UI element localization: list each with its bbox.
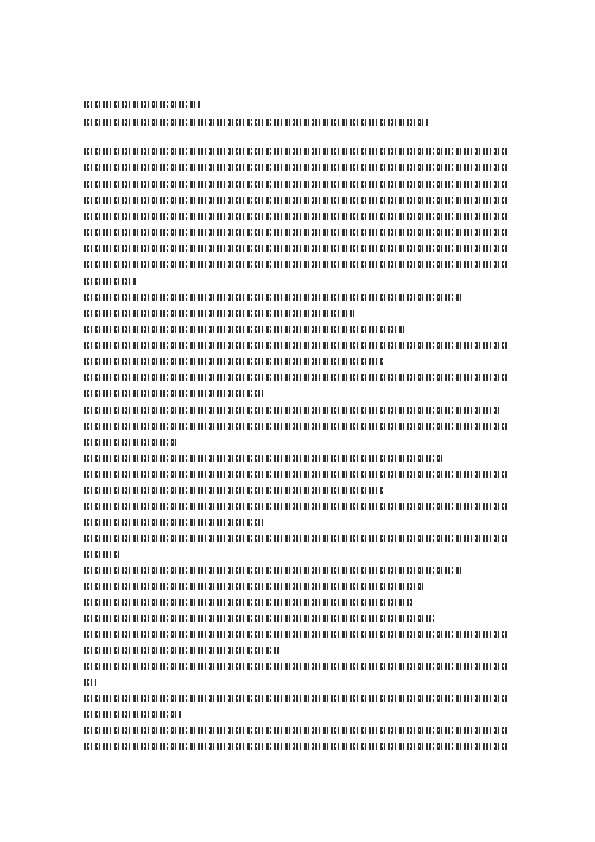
body-line [84,519,264,526]
body-line [84,213,509,220]
body-line [84,711,182,718]
body-line [84,310,354,317]
body-line [84,229,509,236]
body-line [84,439,179,446]
body-line [84,455,444,462]
body-line [84,261,509,268]
body-line [84,326,404,333]
body-line [84,245,509,252]
body-line [84,423,509,430]
body-line [84,358,384,365]
body-line [84,503,509,510]
body-line [84,197,509,204]
body-line [84,374,509,381]
body-line [84,727,509,734]
body-line [84,663,509,670]
header-line-2 [84,119,429,126]
body-line [84,278,136,285]
body-line [84,583,424,590]
body-line [84,487,384,494]
document-note [0,0,1,1]
body-line [84,599,414,606]
body-line [84,647,279,654]
body-line [84,743,509,750]
body-line [84,342,509,349]
body-line [84,181,509,188]
body-line [84,631,509,638]
body-line [84,148,509,155]
header-line-1 [84,101,200,108]
body-line [84,615,434,622]
body-line [84,535,509,542]
body-line [84,294,464,301]
body-line [84,679,96,686]
body-line [84,695,509,702]
body-line [84,551,119,558]
body-line [84,390,264,397]
body-line [84,407,499,414]
body-line [84,471,509,478]
body-line [84,164,509,171]
body-line [84,567,464,574]
